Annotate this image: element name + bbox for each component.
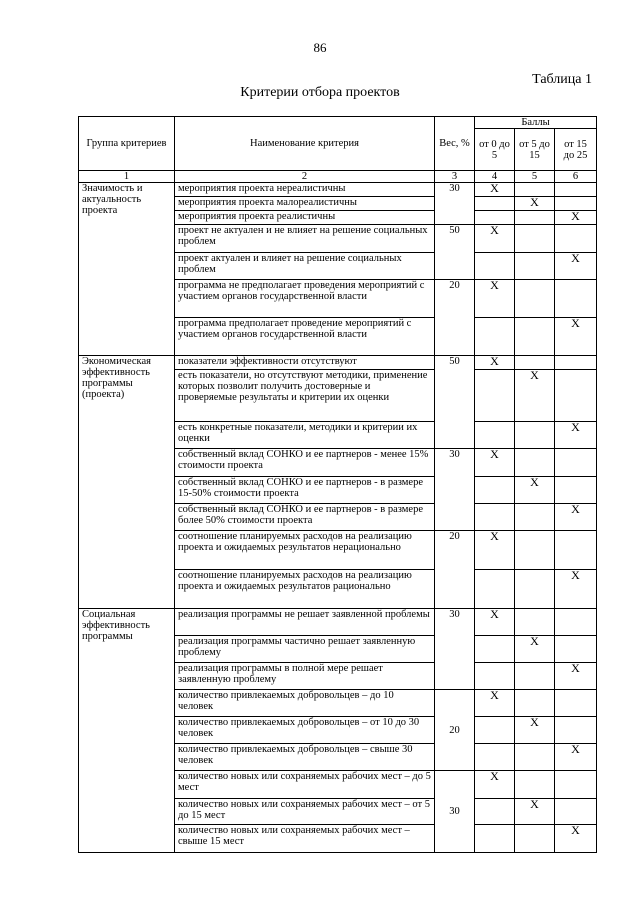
score-cell	[515, 280, 555, 318]
score-cell	[555, 531, 597, 570]
score-mark: X	[475, 183, 515, 197]
criteria-group: Экономическая эффективность программы (проекта)	[79, 356, 175, 609]
score-cell	[515, 253, 555, 280]
score-mark: X	[555, 211, 597, 225]
criteria-group: Социальная эффективность программы	[79, 609, 175, 853]
header-points-0-5: от 0 до 5	[475, 129, 515, 171]
criterion-name: реализация программы в полной мере решает заявленную проблему	[175, 663, 435, 690]
criterion-weight: 20	[435, 280, 475, 356]
criterion-name: есть конкретные показатели, методики и критерии их оценки	[175, 422, 435, 449]
score-cell	[555, 280, 597, 318]
score-mark: X	[475, 771, 515, 799]
score-cell	[475, 318, 515, 356]
score-cell	[475, 197, 515, 211]
score-mark: X	[475, 449, 515, 477]
criterion-name: мероприятия проекта малореалистичны	[175, 197, 435, 211]
criterion-name: мероприятия проекта нереалистичны	[175, 183, 435, 197]
score-cell	[475, 744, 515, 771]
score-mark: X	[555, 318, 597, 356]
criterion-weight: 20	[435, 531, 475, 609]
score-mark: X	[475, 356, 515, 370]
criterion-name: количество новых или сохраняемых рабочих мест – до 5 мест	[175, 771, 435, 799]
score-mark: X	[515, 477, 555, 504]
score-cell	[555, 197, 597, 211]
header-group: Группа критериев	[79, 117, 175, 171]
criterion-name: количество новых или сохраняемых рабочих мест – от 5 до 15 мест	[175, 799, 435, 825]
score-cell	[515, 422, 555, 449]
score-cell	[555, 356, 597, 370]
score-cell	[555, 477, 597, 504]
score-cell	[475, 211, 515, 225]
score-mark: X	[475, 609, 515, 636]
criteria-table	[78, 116, 597, 853]
criterion-name: собственный вклад СОНКО и ее партнеров - менее 15% стоимости проекта	[175, 449, 435, 477]
score-cell	[475, 825, 515, 853]
criterion-weight: 30	[435, 609, 475, 690]
page-number: 86	[313, 40, 327, 55]
score-cell	[555, 370, 597, 422]
column-number: 3	[435, 171, 475, 183]
score-cell	[515, 825, 555, 853]
criterion-weight: 30	[435, 449, 475, 531]
criterion-name: показатели эффективности отсутствуют	[175, 356, 435, 370]
score-cell	[555, 225, 597, 253]
score-cell	[475, 477, 515, 504]
score-mark: X	[515, 370, 555, 422]
criterion-name: количество привлекаемых добровольцев – свыше 30 человек	[175, 744, 435, 771]
score-cell	[515, 690, 555, 717]
header-weight: Вес, %	[435, 117, 475, 171]
header-points-15-25: от 15 до 25	[555, 129, 597, 171]
criterion-name: реализация программы не решает заявленной проблемы	[175, 609, 435, 636]
table-row	[79, 609, 597, 636]
table-label: Таблица 1	[532, 72, 592, 87]
score-cell	[475, 663, 515, 690]
score-cell	[515, 211, 555, 225]
score-cell	[515, 744, 555, 771]
score-cell	[555, 636, 597, 663]
score-cell	[515, 356, 555, 370]
column-number: 6	[555, 171, 597, 183]
score-cell	[515, 771, 555, 799]
score-mark: X	[515, 197, 555, 211]
column-number: 5	[515, 171, 555, 183]
column-number: 2	[175, 171, 435, 183]
score-cell	[555, 449, 597, 477]
score-mark: X	[555, 253, 597, 280]
score-cell	[475, 422, 515, 449]
table-row	[79, 183, 597, 197]
criterion-weight: 50	[435, 356, 475, 449]
criterion-name: мероприятия проекта реалистичны	[175, 211, 435, 225]
score-cell	[515, 663, 555, 690]
score-cell	[475, 799, 515, 825]
criterion-weight: 30	[435, 771, 475, 853]
header-points: Баллы	[475, 117, 597, 129]
score-mark: X	[555, 663, 597, 690]
score-cell	[515, 504, 555, 531]
score-cell	[515, 449, 555, 477]
score-cell	[475, 717, 515, 744]
score-mark: X	[475, 531, 515, 570]
score-mark: X	[515, 636, 555, 663]
criterion-name: есть показатели, но отсутствуют методики, применение которых позволит получить достоверные и проверяемые результаты и критерии их оценки	[175, 370, 435, 422]
score-cell	[475, 370, 515, 422]
score-cell	[475, 504, 515, 531]
column-number: 1	[79, 171, 175, 183]
criterion-name: собственный вклад СОНКО и ее партнеров - в размере более 50% стоимости проекта	[175, 504, 435, 531]
score-mark: X	[555, 825, 597, 853]
score-cell	[555, 717, 597, 744]
header-criterion-name: Наименование критерия	[175, 117, 435, 171]
score-mark: X	[475, 225, 515, 253]
score-mark: X	[555, 422, 597, 449]
score-cell	[515, 609, 555, 636]
score-mark: X	[475, 280, 515, 318]
criterion-name: количество новых или сохраняемых рабочих мест – свыше 15 мест	[175, 825, 435, 853]
criterion-name: количество привлекаемых добровольцев – до 10 человек	[175, 690, 435, 717]
score-mark: X	[555, 504, 597, 531]
score-mark: X	[475, 690, 515, 717]
header-points-5-15: от 5 до 15	[515, 129, 555, 171]
score-cell	[515, 570, 555, 609]
criterion-name: программа предполагает проведение мероприятий с участием органов государственной власти	[175, 318, 435, 356]
document-title: Критерии отбора проектов	[240, 85, 400, 100]
score-cell	[515, 318, 555, 356]
criterion-name: проект не актуален и не влияет на решение социальных проблем	[175, 225, 435, 253]
score-cell	[475, 253, 515, 280]
criterion-name: количество привлекаемых добровольцев – от 10 до 30 человек	[175, 717, 435, 744]
score-cell	[555, 799, 597, 825]
score-mark: X	[515, 799, 555, 825]
criterion-name: соотношение планируемых расходов на реализацию проекта и ожидаемых результатов нерационально	[175, 531, 435, 570]
score-mark: X	[555, 570, 597, 609]
criterion-name: реализация программы частично решает заявленную проблему	[175, 636, 435, 663]
table-row	[79, 356, 597, 370]
score-mark: X	[555, 744, 597, 771]
criteria-group: Значимость и актуальность проекта	[79, 183, 175, 356]
score-cell	[555, 690, 597, 717]
score-cell	[555, 771, 597, 799]
criterion-name: собственный вклад СОНКО и ее партнеров - в размере 15-50% стоимости проекта	[175, 477, 435, 504]
column-number: 4	[475, 171, 515, 183]
score-cell	[515, 183, 555, 197]
criterion-name: соотношение планируемых расходов на реализацию проекта и ожидаемых результатов рационально	[175, 570, 435, 609]
criterion-weight: 50	[435, 225, 475, 280]
criterion-weight: 30	[435, 183, 475, 225]
criterion-name: программа не предполагает проведения мероприятий с участием органов государственной власти	[175, 280, 435, 318]
score-cell	[515, 225, 555, 253]
score-cell	[555, 609, 597, 636]
score-cell	[475, 636, 515, 663]
criterion-weight: 20	[435, 690, 475, 771]
score-mark: X	[515, 717, 555, 744]
criterion-name: проект актуален и влияет на решение социальных проблем	[175, 253, 435, 280]
score-cell	[555, 183, 597, 197]
score-cell	[515, 531, 555, 570]
score-cell	[475, 570, 515, 609]
